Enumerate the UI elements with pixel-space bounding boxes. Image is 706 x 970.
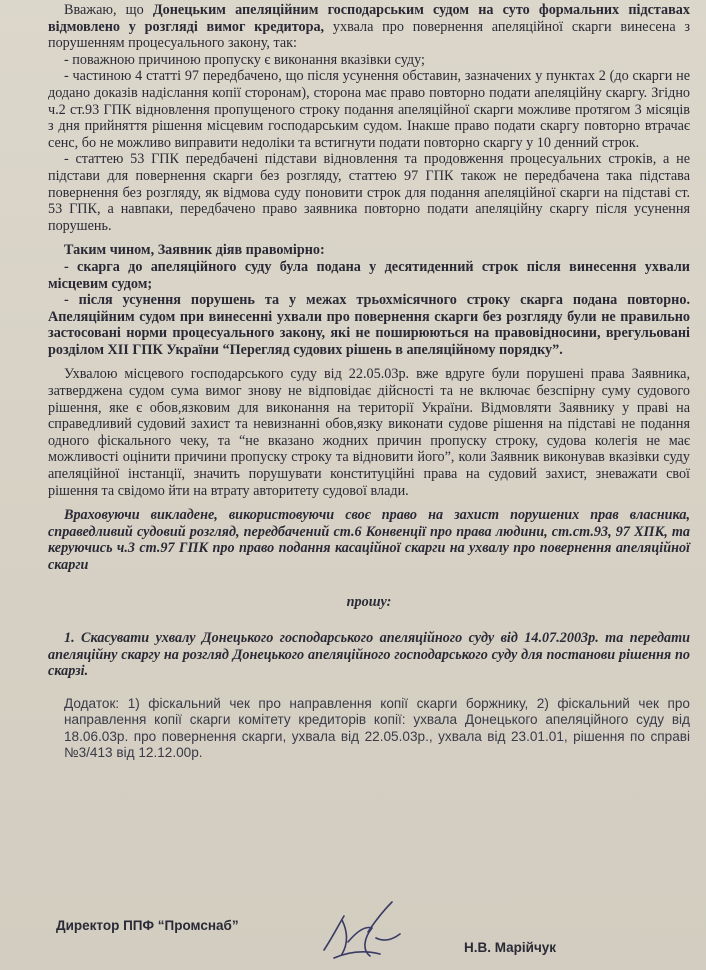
list-item: - статтею 53 ГПК передбачені підстави відновлення та продовження процесуальних строків, а не підстави для повернення скарги без розгляду, статтею 97 ГПК також не передбачена така підстава повернення без розгляду, як відмова суду поновити строк для подання апеляційної скарги на підставі ст. 53 ГПК, а навпаки, передбачено право заявника повторно подати апеляційну скаргу після усунення порушень. (48, 151, 690, 234)
paragraph-grounds: Враховуючи викладене, використовуючи своє право на захист порушених прав власника, справедливий судовий розгляд, передбачений ст.6 Конвенції про права людини, ст.ст.93, 97 ХПК, та керуючись ч.3 ст.97 ГПК про право подання касаційної скарги на ухвалу про повернення апеляційної скарги (48, 507, 690, 573)
request-item: 1. Скасувати ухвалу Донецького господарського апеляційного суду від 14.07.2003р. та передати апеляційну скаргу на розгляд Донецького апеляційного господарського суду для постанови рішення по скарзі. (48, 630, 690, 680)
list-item: - поважною причиною пропуску є виконання вказівки суду; (64, 51, 426, 68)
paragraph-intro: Вважаю, що Донецьким апеляційним господарським судом на суто формальних підставах відмовлено у розгляді вимог кредитора, ухвала про повернення апеляційної скарги винесена з порушенням процесуального закону, так: (48, 2, 690, 52)
intro-bold: Донецьким апеляційним господарським судом на суто формальних підставах відмовлено у розгляді вимог кредитора, (48, 2, 690, 35)
conclusion-item: - скарга до апеляційного суду була подана у десятиденний строк після винесення ухвали місцевим судом; (48, 258, 690, 292)
director-title: Директор ППФ “Промснаб” (56, 918, 239, 933)
conclusion-heading: Таким чином, Заявник діяв правомірно: (64, 242, 325, 259)
conclusion-item: - після усунення порушень та у межах трьохмісячного строку скарга подана повторно. Апеляційним судом при винесенні ухвали про повернення скарги без розгляду були не правильно застосовані норми процесуального закону, які не поширюються на правовідносини, врегульовані розділом ХІІ ГПК України “Перегляд судових рішень в апеляційному порядку”. (48, 292, 690, 358)
signer-name: Н.В. Марійчук (464, 940, 557, 955)
list-item: - частиною 4 статті 97 передбачено, що після усунення обставин, зазначених у пунктах 2 (до скарги не додано доказів надіслання копії сторонам), сторона має право повторно подати апеляційну скаргу. Згідно ч.2 ст.93 ГПК відновлення пропущеного строку подання апеляційної скарги можливе протягом 3 місяців з дня прийняття рішення місцевим господарським судом. Інакше право подати скаргу повторно втрачає сенс, бо не можливо виправити недоліки та встигнути подати повторно скаргу у 10 денний строк. (48, 68, 690, 151)
paragraph-ruling: Ухвалою місцевого господарського суду від 22.05.03р. вже вдруге були порушені права Заявника, затверджена судом сума вимог знову не відповідає дійсності та не включає безспірну суму судового рішення, яке є обов,язковим для виконання на території України. Відмовляти Заявнику у праві на справедливий судовий захист та невизнанні обов,язку виконати судове рішення на підставі не подання одного фіскального чеку, та “не вказано жодних причин пропуску строку, судова колегія не має можливості оцінити причини пропуску строку та відновити його”, коли Заявник виконував вказівки суду апеляційної інстанції, значить порушувати конституційні права на судовий захист, зневажати свої рішення та свідомо йти на втрату авторитету судової влади. (48, 366, 690, 499)
attachments: Додаток: 1) фіскальний чек про направлення копії скарги боржнику, 2) фіскальний чек про направлення копії скарги комітету кредиторів копії: ухвала Донецького апеляційного суду від 18.06.03р. про повернення скарги, ухвала від 22.05.03р., ухвала від 23.01.01, рішення по справі №3/413 від 12.12.00р. (64, 695, 690, 761)
handwritten-signature (318, 898, 408, 968)
request-heading: прошу: (346, 593, 392, 610)
